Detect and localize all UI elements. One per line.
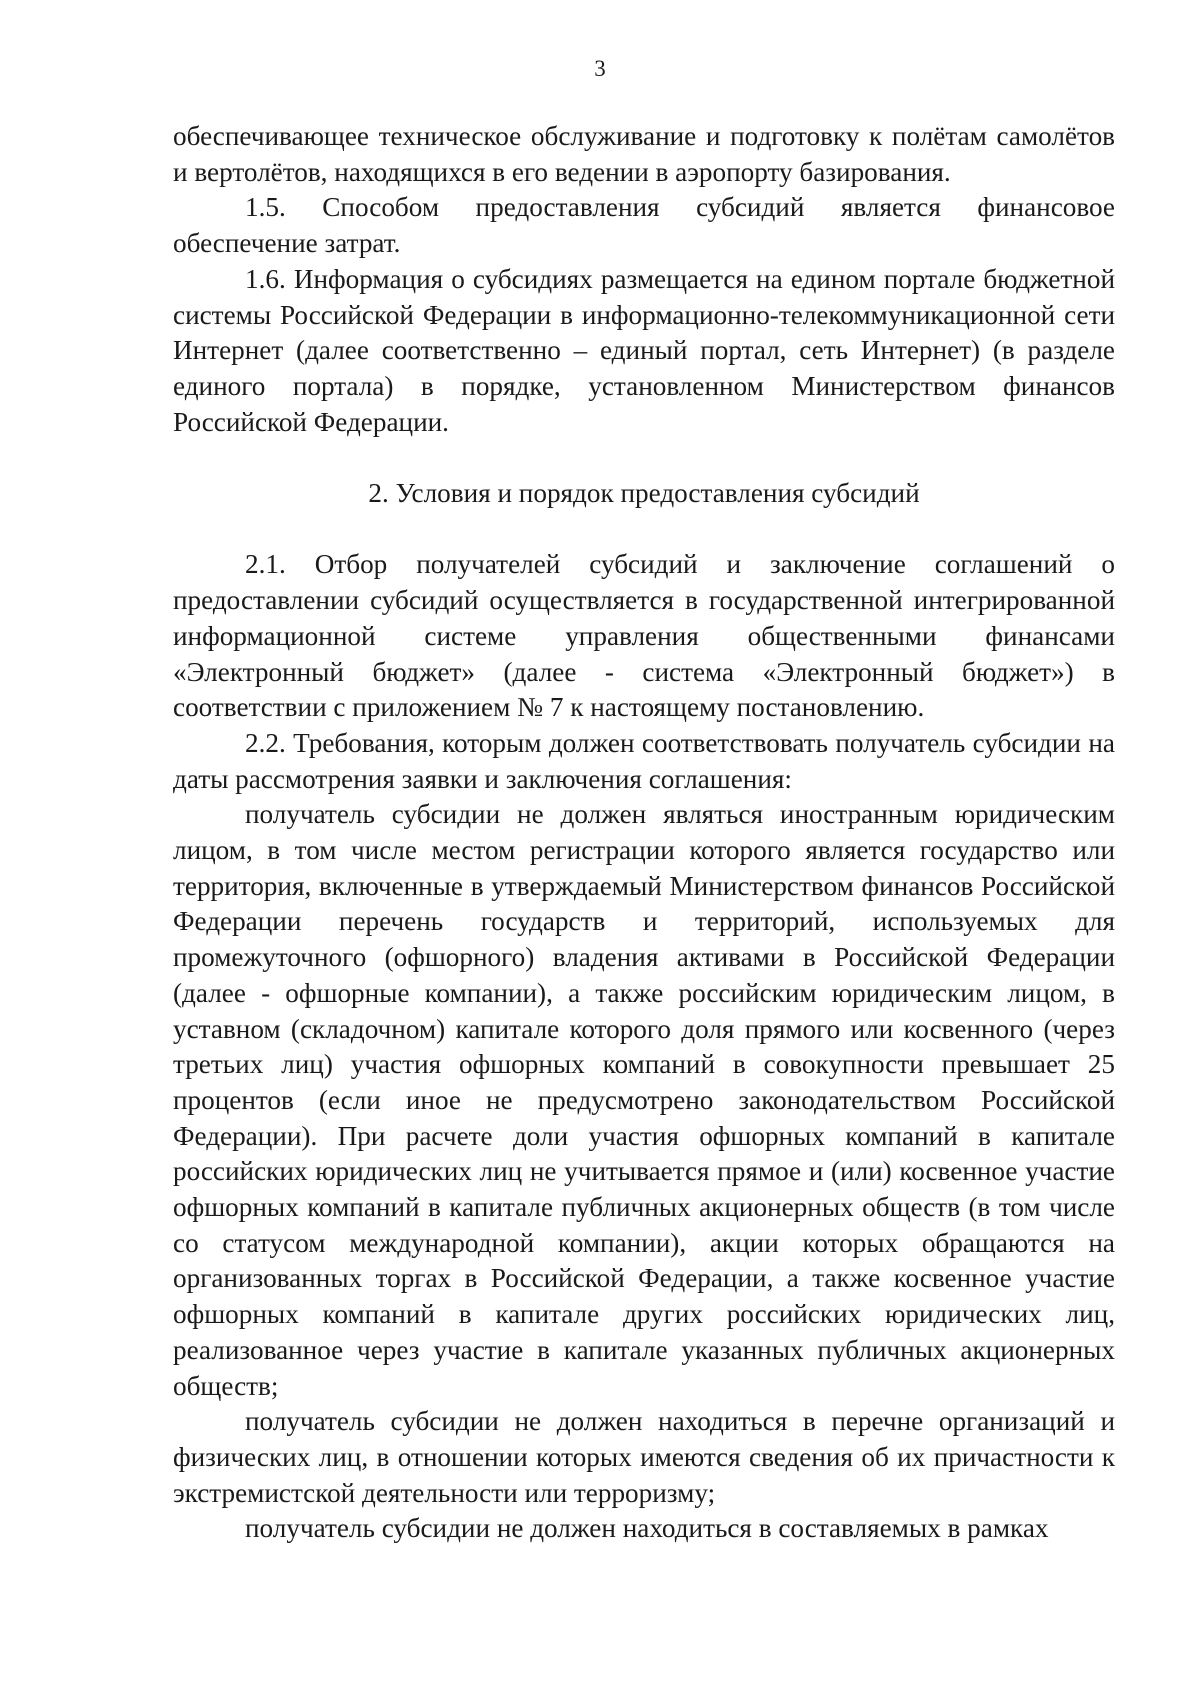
- paragraph-1-5: 1.5. Способом предоставления субсидий является финансовое обеспечение затрат.: [173, 192, 1115, 259]
- paragraph-requirement-extremism: получатель субсидии не должен находиться в перечне организаций и физических лиц, в отношении которых имеются сведения об их причастности к экстремистской деятельности или терроризму;: [173, 1406, 1115, 1508]
- paragraph-2-1: 2.1. Отбор получателей субсидий и заключение соглашений о предоставлении субсидий осуществляется в государственной интегрированной информационной системе управления общественными финансами «Электронный бюджет» (далее - система «Электронный бюджет») в соответствии с приложением № 7 к настоящему постановлению.: [173, 549, 1115, 723]
- paragraph-1-6: 1.6. Информация о субсидиях размещается на едином портале бюджетной системы Российской Федерации в информационно-телекоммуникационной сети Интернет (далее соответственно – единый портал, сеть Интернет) (в разделе единого портала) в порядке, установленном Министерством финансов Российской Федерации.: [173, 263, 1115, 437]
- page-number: 3: [594, 56, 606, 81]
- paragraph-continuation: обеспечивающее техническое обслуживание и подготовку к полётам самолётов и вертолётов, находящихся в его ведении в аэропорту базирования.: [173, 121, 1115, 187]
- document-body: [173, 119, 1115, 1547]
- paragraph-2-2: 2.2. Требования, которым должен соответствовать получатель субсидии на даты рассмотрения заявки и заключения соглашения:: [173, 727, 1115, 794]
- paragraph-requirement-lists: получатель субсидии не должен находиться в составляемых в рамках: [245, 1513, 1049, 1544]
- section-heading: 2. Условия и порядок предоставления субсидий: [368, 478, 920, 509]
- paragraph-requirement-offshore: получатель субсидии не должен являться иностранным юридическим лицом, в том числе местом регистрации которого является государство или территория, включенные в утверждаемый Министерством финансов Российской Федерации перечень государств и территорий, используемых для промежуточного (офшорного) владения активами в Российской Федерации (далее - офшорные компании), а также российским юридическим лицом, в уставном (складочном) капитале которого доля прямого или косвенного (через третьих лиц) участия офшорных компаний в совокупности превышает 25 процентов (если иное не предусмотрено законодательством Российской Федерации). При расчете доли участия офшорных компаний в капитале российских юридических лиц не учитывается прямое и (или) косвенное участие офшорных компаний в капитале публичных акционерных обществ (в том числе со статусом международной компании), акции которых обращаются на организованных торгах в Российской Федерации, а также косвенное участие офшорных компаний в капитале других российских юридических лиц, реализованное через участие в капитале указанных публичных акционерных обществ;: [173, 799, 1115, 1401]
